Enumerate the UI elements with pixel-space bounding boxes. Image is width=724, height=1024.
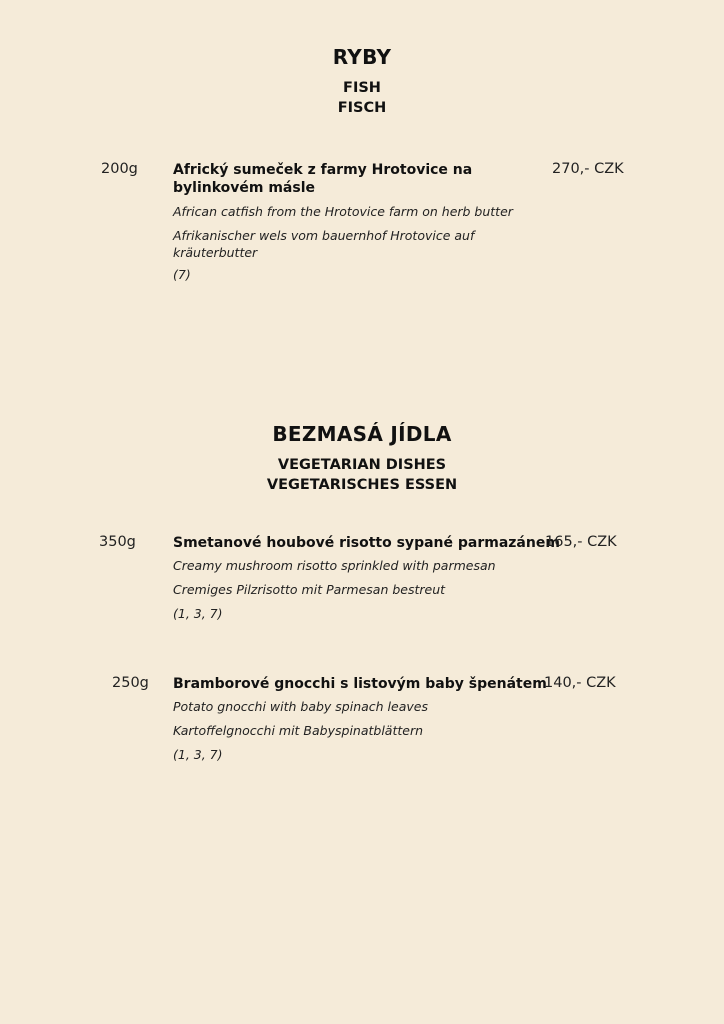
- item-name-de: Afrikanischer wels vom bauernhof Hrotovice auf kräuterbutter: [173, 228, 475, 260]
- item-name-cz: Bramborové gnocchi s listovým baby špenátem: [173, 676, 547, 692]
- section-subtitle-de: VEGETARISCHES ESSEN: [266, 477, 458, 493]
- item-name-cz: Smetanové houbové risotto sypané parmazánem: [173, 535, 560, 551]
- item-allergens: (7): [173, 267, 191, 282]
- item-name-de: Kartoffelgnocchi mit Babyspinatblättern: [173, 723, 424, 738]
- item-name-en: African catfish from the Hrotovice farm on herb butter: [173, 204, 513, 219]
- section-subtitle-de: FISCH: [337, 100, 387, 116]
- section-fish-header: [0, 44, 724, 118]
- item-weight: 250g: [112, 675, 149, 691]
- item-allergens: (1, 3, 7): [173, 747, 223, 762]
- item-price: 165,- CZK: [545, 534, 617, 550]
- section-title: BEZMASÁ JÍDLA: [272, 422, 452, 446]
- item-weight: 350g: [99, 534, 136, 550]
- item-allergens: (1, 3, 7): [173, 606, 223, 621]
- section-title: RYBY: [332, 45, 392, 69]
- item-name-en: Creamy mushroom risotto sprinkled with parmesan: [173, 558, 496, 573]
- section-subtitle-en: FISH: [343, 80, 381, 96]
- section-subtitle-en: VEGETARIAN DISHES: [277, 457, 447, 473]
- item-name-en: Potato gnocchi with baby spinach leaves: [173, 699, 428, 714]
- item-weight: 200g: [101, 161, 138, 177]
- item-name-cz: Africký sumeček z farmy Hrotovice na bylinkovém másle: [173, 162, 473, 196]
- item-name-de: Cremiges Pilzrisotto mit Parmesan bestreut: [173, 582, 446, 597]
- item-price: 270,- CZK: [552, 161, 624, 177]
- item-price: 140,- CZK: [544, 675, 616, 691]
- section-vegetarian-header: [0, 421, 724, 495]
